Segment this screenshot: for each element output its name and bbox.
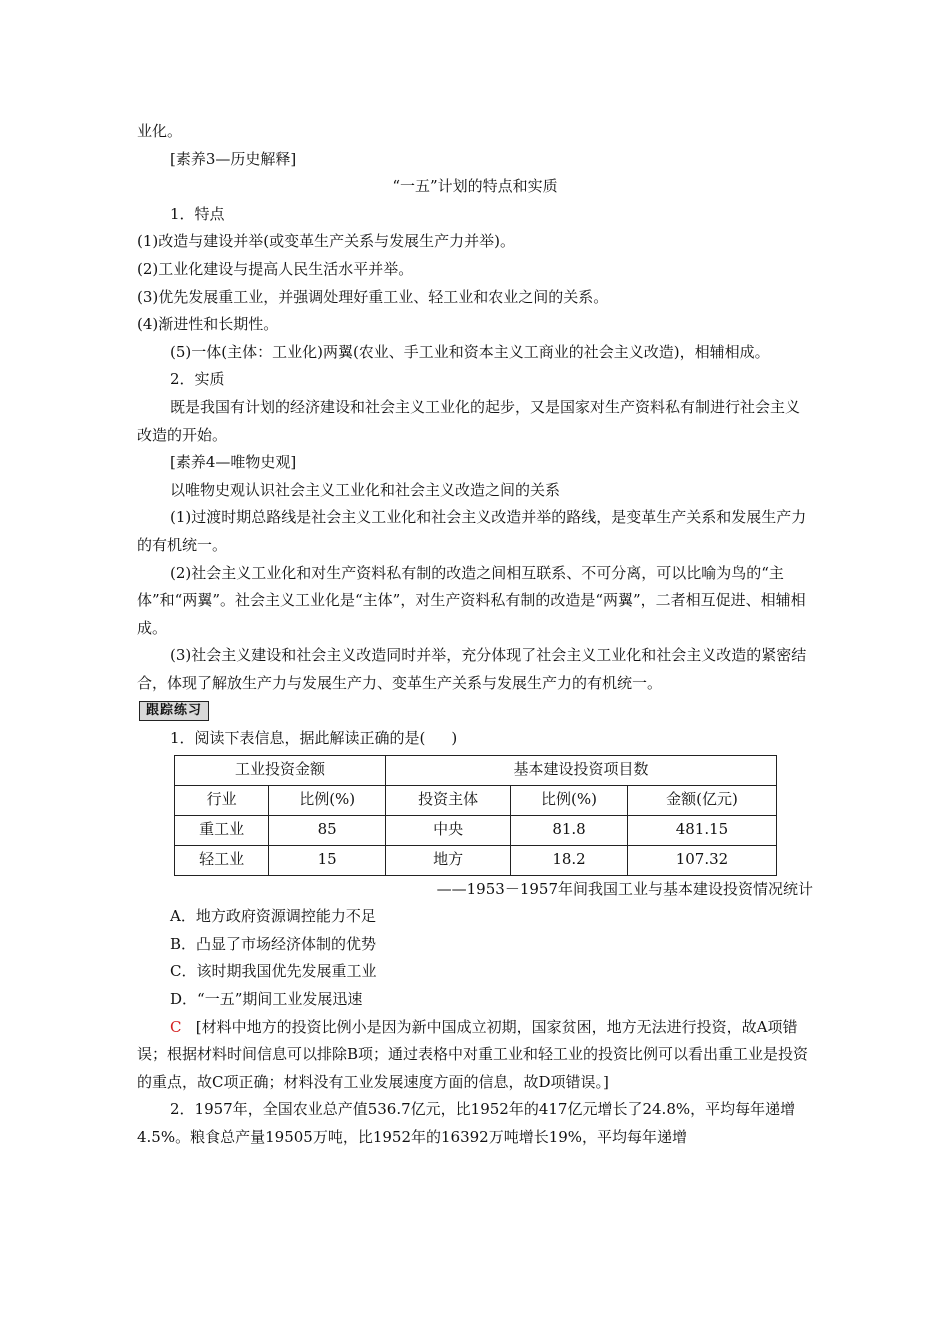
table-cell: 81.8 bbox=[511, 815, 628, 845]
subheading: 1．特点 bbox=[170, 204, 225, 223]
paragraph: 以唯物史观认识社会主义工业化和社会主义改造之间的关系 bbox=[170, 480, 561, 499]
paragraph: (3)社会主义建设和社会主义改造同时并举，充分体现了社会主义工业化和社会主义改造的紧密结合，体现了解放生产力与发展生产力、变革生产关系与发展生产力的有机统一。 bbox=[137, 646, 807, 692]
subheading: 2．实质 bbox=[170, 370, 225, 389]
answer-letter: C bbox=[170, 1017, 182, 1036]
table-header-cell: 投资主体 bbox=[386, 785, 511, 815]
table-source: ——1953－1957年间我国工业与基本建设投资情况统计 bbox=[436, 879, 813, 898]
table-cell: 15 bbox=[269, 845, 386, 875]
paragraph: (2)社会主义工业化和对生产资料私有制的改造之间相互联系、不可分离，可以比喻为鸟的“主体”和“两翼”。社会主义工业化是“主体”，对生产资料私有制的改造是“两翼”，二者相互促进、相辅相成。 bbox=[137, 563, 806, 637]
answer-analysis bbox=[137, 1014, 813, 1097]
option-b: B．凸显了市场经济体制的优势 bbox=[170, 934, 377, 953]
exercise-badge-row bbox=[137, 697, 813, 725]
paragraph: (3)优先发展重工业，并强调处理好重工业、轻工业和农业之间的关系。 bbox=[137, 287, 609, 306]
exercise-badge: 跟踪练习 bbox=[139, 701, 209, 721]
table-cell: 中央 bbox=[386, 815, 511, 845]
table-group-header-row bbox=[175, 755, 777, 785]
table-cell: 地方 bbox=[386, 845, 511, 875]
table-group-header: 基本建设投资项目数 bbox=[386, 755, 777, 785]
paragraph: (2)工业化建设与提高人民生活水平并举。 bbox=[137, 259, 414, 278]
table-header-cell: 比例(%) bbox=[269, 785, 386, 815]
paragraph: (1)改造与建设并举(或变革生产关系与发展生产力并举)。 bbox=[137, 232, 515, 251]
analysis-text: [材料中地方的投资比例小是因为新中国成立初期，国家贫困，地方无法进行投资，故A项错误；根据材料时间信息可以排除B项；通过表格中对重工业和轻工业的投资比例可以看出重工业是投资的重点，故C项正确；材料没有工业发展速度方面的信息，故D项错误。] bbox=[137, 1017, 809, 1091]
section-tag: [素养4—唯物史观] bbox=[170, 453, 297, 472]
paragraph: 业化。 bbox=[137, 122, 183, 140]
option-a: A．地方政府资源调控能力不足 bbox=[170, 907, 376, 926]
table-group-header: 工业投资金额 bbox=[175, 755, 386, 785]
option-d: D．“一五”期间工业发展迅速 bbox=[170, 990, 363, 1009]
section-heading: “一五”计划的特点和实质 bbox=[392, 177, 558, 196]
table-cell: 107.32 bbox=[627, 845, 776, 875]
question-2: 2．1957年，全国农业总产值536.7亿元，比1952年的417亿元增长了24.8%，平均每年递增4.5%。粮食总产量19505万吨，比1952年的16392万吨增长19%，平均每年递增 bbox=[137, 1100, 796, 1146]
question-stem bbox=[137, 725, 813, 753]
paragraph: 既是我国有计划的经济建设和社会主义工业化的起步，又是国家对生产资料私有制进行社会主义改造的开始。 bbox=[137, 397, 801, 444]
paragraph: (4)渐进性和长期性。 bbox=[137, 315, 279, 334]
document-page bbox=[137, 118, 813, 1152]
table-header-cell: 比例(%) bbox=[511, 785, 628, 815]
table-cell: 重工业 bbox=[175, 815, 269, 845]
option-c: C．该时期我国优先发展重工业 bbox=[170, 962, 377, 981]
investment-table bbox=[174, 755, 777, 876]
table-cell: 85 bbox=[269, 815, 386, 845]
section-tag: [素养3—历史解释] bbox=[170, 149, 297, 168]
table-header-row bbox=[175, 785, 777, 815]
paragraph: (1)过渡时期总路线是社会主义工业化和社会主义改造并举的路线，是变革生产关系和发展生产力的有机统一。 bbox=[137, 508, 807, 554]
table-cell: 18.2 bbox=[511, 845, 628, 875]
question-stem-text: 1．阅读下表信息，据此解读正确的是( bbox=[170, 729, 426, 748]
paragraph: (5)一体(主体：工业化)两翼(农业、手工业和资本主义工商业的社会主义改造)，相辅相成。 bbox=[170, 342, 770, 361]
table-header-cell: 行业 bbox=[175, 785, 269, 815]
question-stem-close: ) bbox=[451, 729, 458, 748]
table-header-cell: 金额(亿元) bbox=[627, 785, 776, 815]
table-row bbox=[175, 815, 777, 845]
table-cell: 481.15 bbox=[627, 815, 776, 845]
table-row bbox=[175, 845, 777, 875]
table-cell: 轻工业 bbox=[175, 845, 269, 875]
